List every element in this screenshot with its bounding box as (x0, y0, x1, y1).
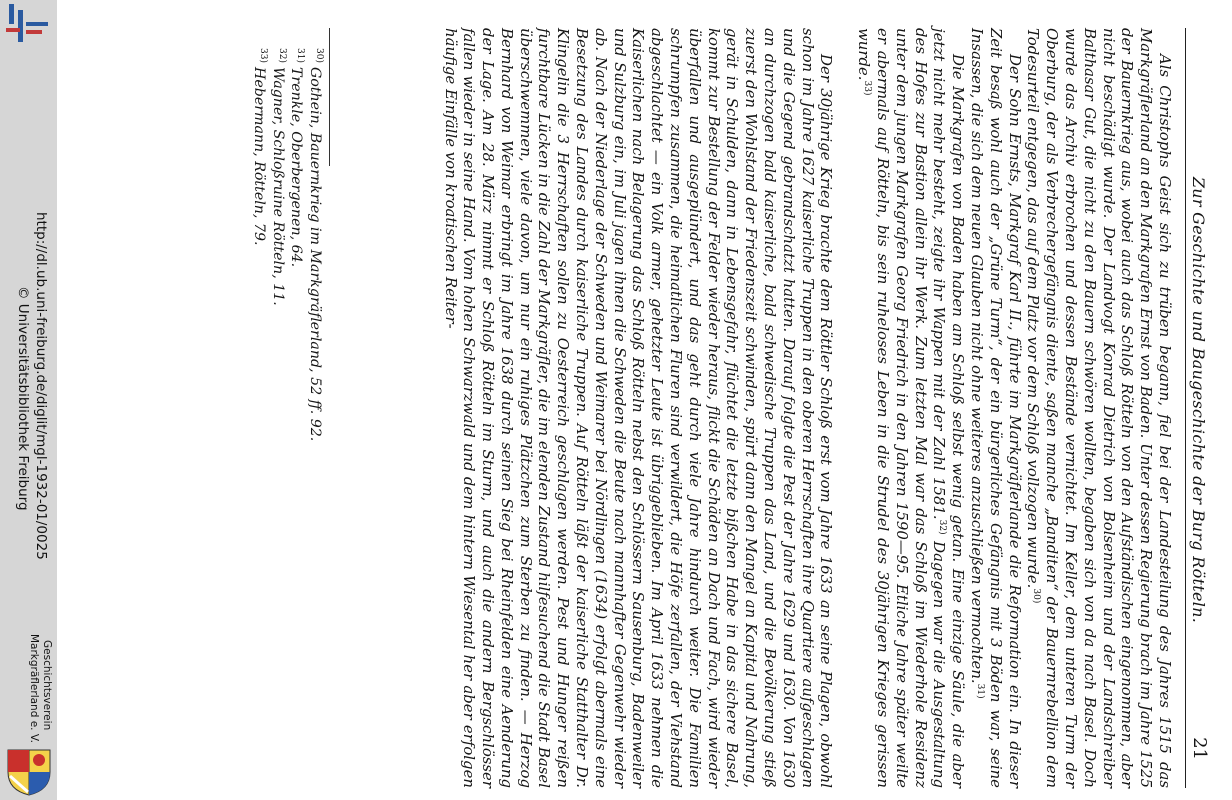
paragraph: Der 30jährige Krieg brachte dem Röttler Schloß erst vom Jahre 1633 an seine Plagen, obwohl schon im Jahre 1627 kaiserliche Truppen in den oberen Herrschaften ihre Quartiere aufgeschlagen und die Gegend gebrandschatzt hatten. Darauf folgte die Pest der Jahre 1629 und 1630. Von 1630 an durchzogen bald kaiserliche, bald schwedische Truppen das Land, und die Bevölkerung stieß zuerst den Wohlstand der Friedenszeit schwinden, spürt dann den Mangel an Kapital und Nahrung, gerät in Schulden, dann in Lebensgefahr, flüchtet die letzte bißchen Habe in das sichere Basel, kommt zur Bestellung der Felder wieder heraus, flickt die Schäden an Dach und Fach, wird wieder überfallen und ausgeplündert, und das geht durch viele Jahre hindurch weiter. Die Familien schrumpfen zusammen, die heimatlichen Fluren sind verwildert, die Höfe zerfallen, der Viehstand abgeschlachtet — ein Volk armer, gehetzter Leute ist übriggeblieben. Im April 1633 nehmen die Kaiserlichen nach Belagerung das Schloß Rötteln nebst den Schlössern Sausenburg, Badenweiler und Sulzburg ein, im Juli jagen ihnen die Schweden die Beute nach mannhafter Gegenwehr wieder ab. Nach der Niederlage der Schweden und Weimarer bei Nördlingen (1634) erfolgt abermals eine Besetzung des Landes durch kaiserliche Truppen. Auf Rötteln läßt der kaiserliche Statthalter Dr. Klingelin die 3 Herrschaften sollen zu Oesterreich geschlagen werden. Pest und Hunger reißen furchtbare Lücken in die Zahl der Markgräfler, die im elenden Zustand hilfesuchend die Stadt Basel überschwemmen, viele davon, um nur ein ruhiges Plätzchen zum Sterben zu finden. — Herzog Bernhard von Weimar erbringt im Jahre 1638 durch seinen Sieg bei Rheinfelden eine Aenderung der Lage. Am 28. März nimmt er Schloß Rötteln im Sturm, und auch die andern Bergschlösser fallen wieder in seine Hand. Vom hohen Schwarzwald und dem hintern Wiesental her aber erfolgen häufige Einfälle von kroatischen Reiter- (441, 28, 836, 788)
footnote: $^{32)}$Wagner, Schloßruine Rötteln, 11. (269, 48, 287, 306)
coat-of-arms-icon (6, 746, 52, 796)
page-title: Zur Geschichte und Baugeschichte der Burg Rötteln. (1189, 176, 1208, 624)
document-url-link[interactable]: http://dl.ub.uni-freiburg.de/diglit/mgl-1932-01/0025 (33, 212, 49, 560)
footnotes (250, 48, 324, 748)
footnote-divider (329, 28, 330, 166)
paragraph: Der Sohn Ernsts, Markgraf Karl II., führte im Markgräflerlande die Reformation ein. In dieser Zeit besaß wohl auch der „Grüne Turm“, der ein bürgerliches Gefängnis mit 3 Böden war, seine Insassen, die sich dem neuen Glauben nicht ohne weiteres anzuschließen vermochten.$^{31)}$ (968, 28, 1024, 788)
paragraph: Die Markgrafen von Baden haben am Schloß selbst wenig getan. Eine einzige Säule, die aber jetzt nicht mehr besteht, zeigte ihr Wappen mit der Zahl 1581.$^{32)}$ Dagegen war die Ausgestaltung des Hofes zur Bastion allein ihr Werk. Zum letzten Mal war das Schloß im Wiederhole Residenz unter dem jungen Markgrafen Georg Friedrich in den Jahren 1590—95. Etliche Jahre später weilte er abermals auf Rötteln, bis sein ruheloses Leben in die Strudel des 30jährigen Krieges gerissen wurde.$^{33)}$ (855, 28, 968, 789)
footnote-ref: 31) (975, 683, 985, 699)
copyright-notice: © Universitätsbibliothek Freiburg (15, 286, 31, 511)
info-sidebar (0, 0, 57, 800)
footnote-ref: 30) (1031, 588, 1042, 604)
footnote-ref: 32) (937, 519, 948, 535)
running-header (1182, 28, 1212, 772)
paragraph: Als Christophs Geist sich zu trüben begann, fiel bei der Landesteilung des Jahres 1515 das Markgräflerland an den Markgrafen Ernst von Baden. Unter dessen Regierung brach im Jahre 1525 der Bauernkrieg aus, wobei auch das Schloß Rötteln von den Aufständischen eingenommen, aber nicht beschädigt wurde. Der Landvogt Konrad Dietrich von Bolsenheim und der Landschreiber Balthasar Gut, die nicht zu den Bauern schwören wollten, begaben sich von da nach Basel. Doch wurde das Archiv erbrochen und dessen Bestände vernichtet. Im Keller, dem unteren Turm der Oberburg, der als Verbrechergefängnis diente, saßen manche „Banditen“ der Bauernrebellion dem Todesurteil entgegen, das auf dem Platz vor dem Schloß vollzogen wurde.$^{30)}$ (1024, 28, 1174, 788)
page-number: 21 (1189, 737, 1210, 760)
header-divider (1185, 28, 1186, 788)
footnote: $^{31)}$Trenkle, Oberbergenen, 64. (288, 48, 306, 268)
body-text (441, 28, 1174, 788)
university-library-logo-icon (4, 4, 50, 48)
scanned-book-page (60, 0, 1232, 800)
society-name-line1: Geschichtsverein (41, 640, 53, 731)
footnote-ref: 33) (862, 80, 873, 96)
society-name-line2: Markgräflerland e. V. (28, 634, 40, 744)
footnote: $^{30)}$Gothein, Bauernkrieg im Markgräflerland, 52 ff. 92. (307, 48, 324, 442)
footnote: $^{33)}$Hebermann, Rötteln, 79. (251, 48, 268, 246)
